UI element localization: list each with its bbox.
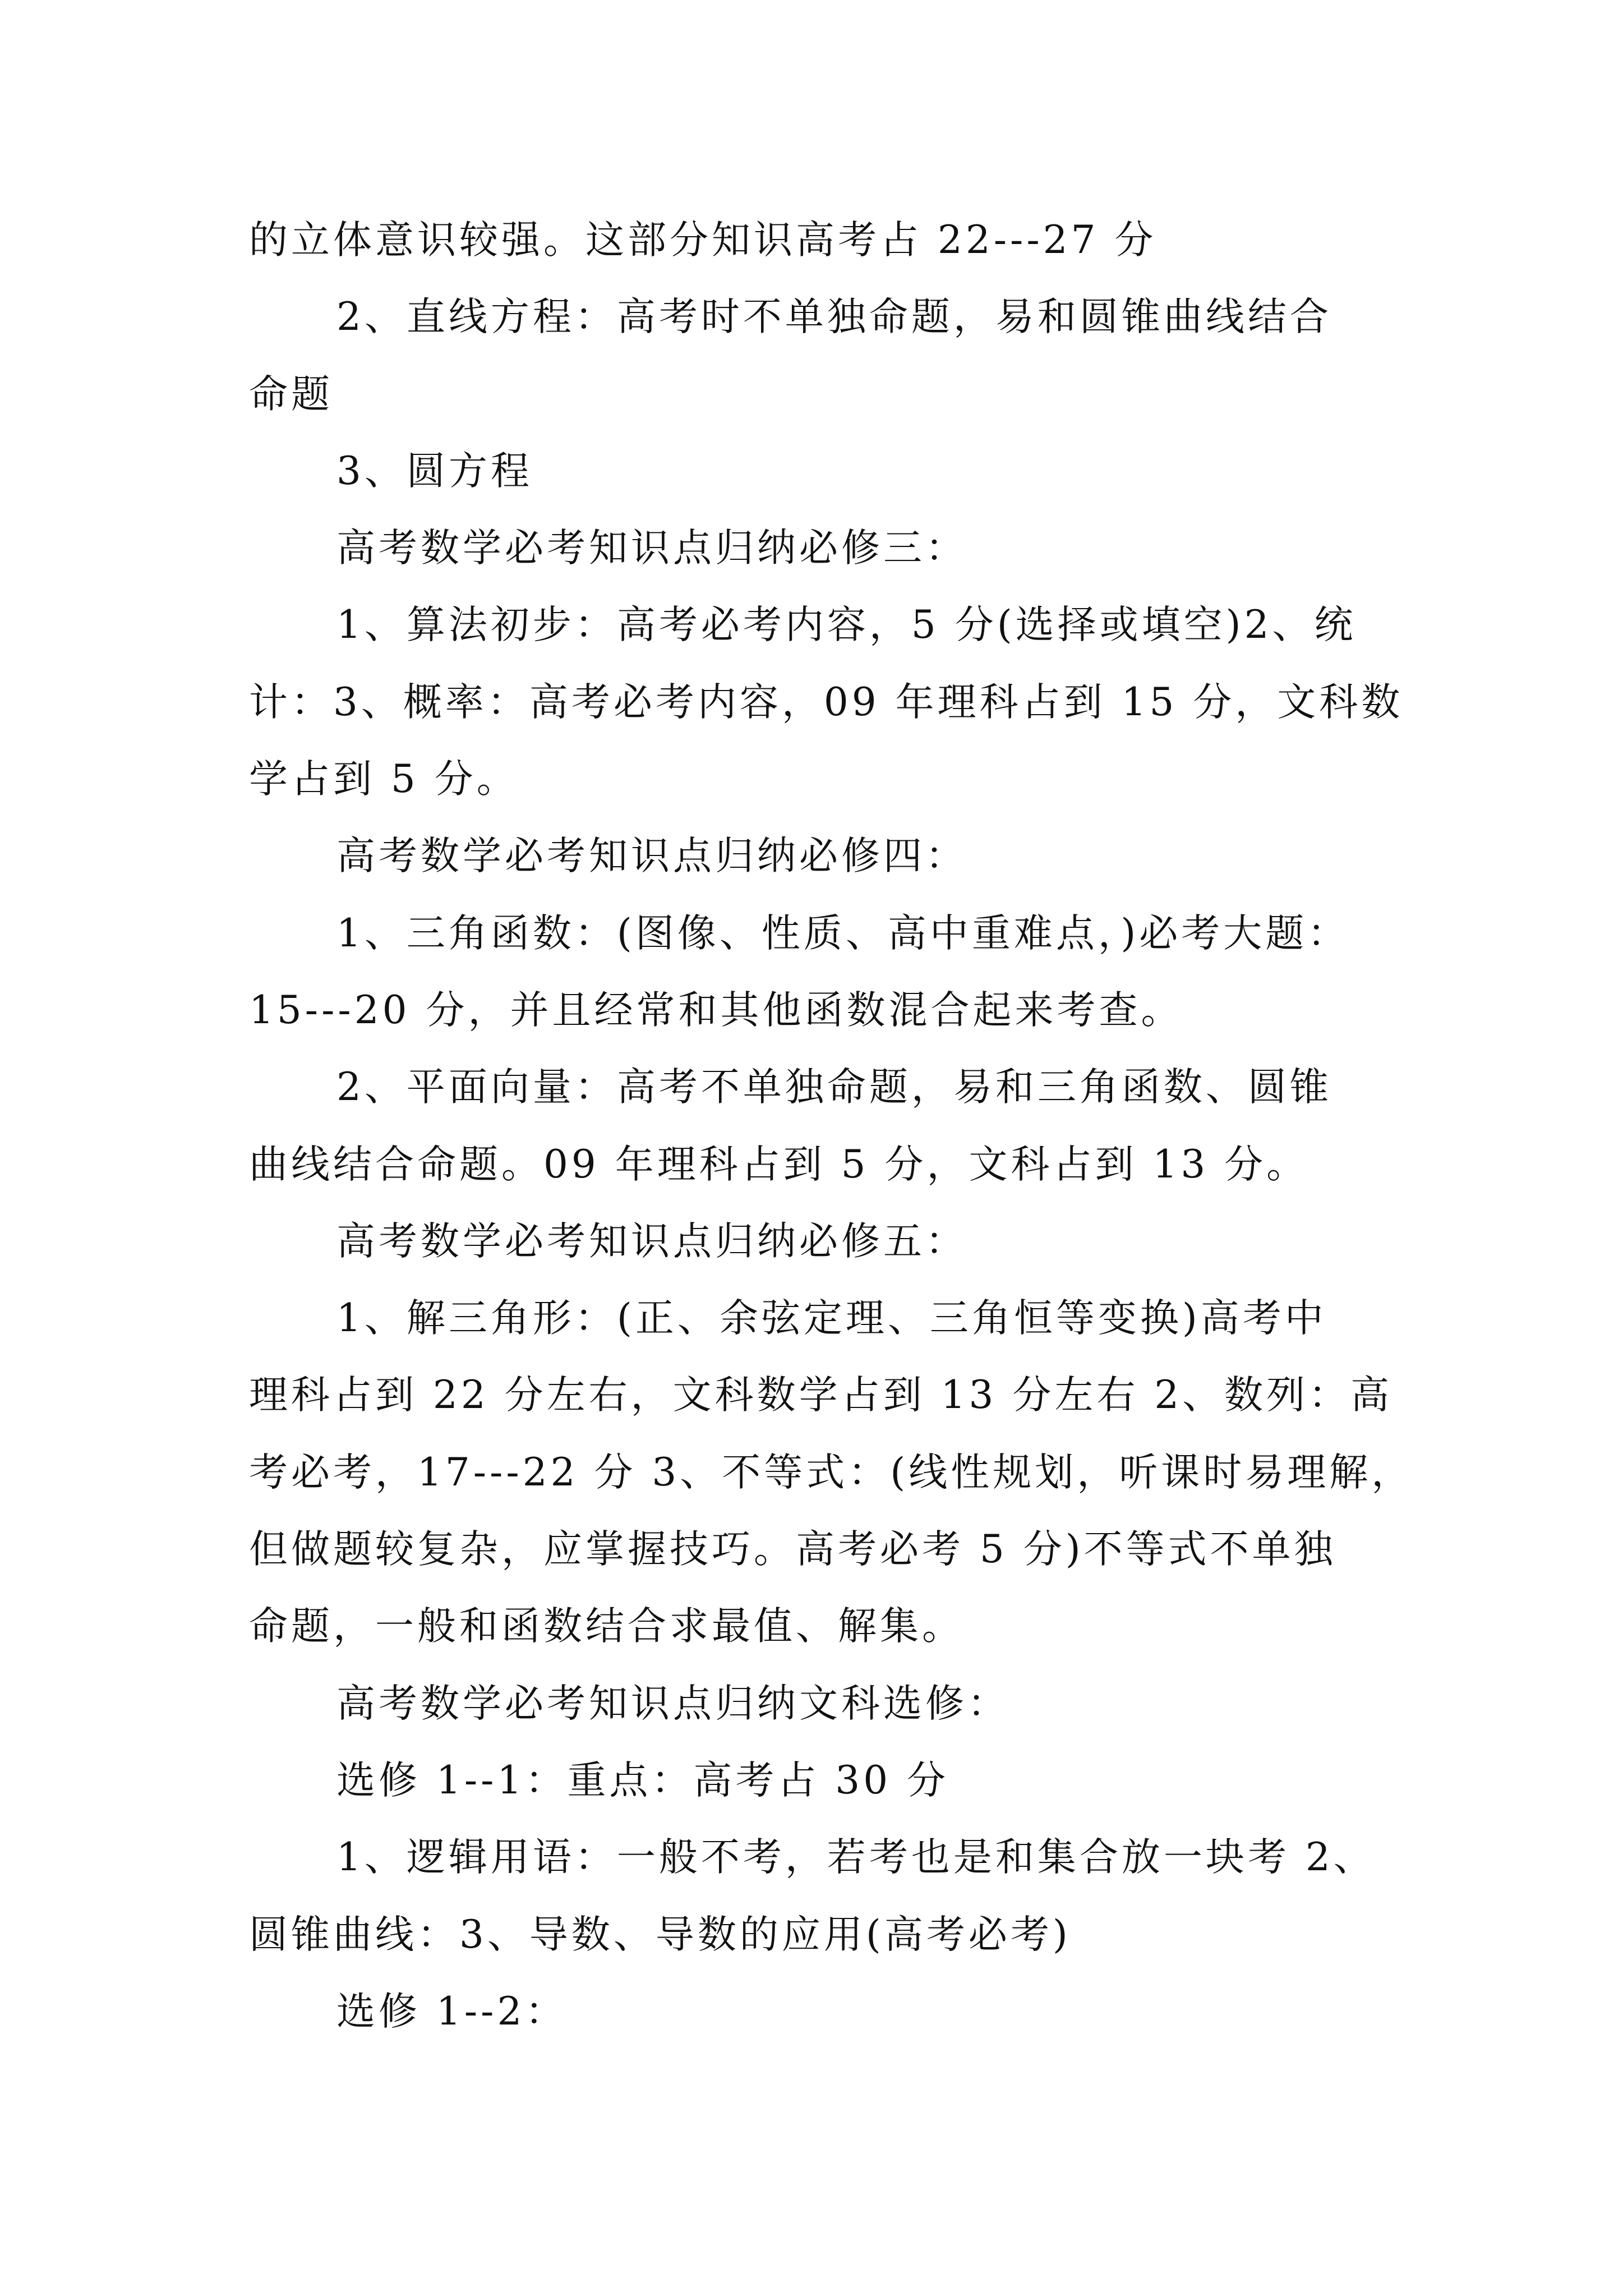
paragraph-line: 1、三角函数：(图像、性质、高中重难点，)必考大题：	[336, 910, 1350, 956]
paragraph-line: 命题，一般和函数结合求最值、解集。	[249, 1604, 964, 1649]
paragraph-line: 曲线结合命题。09 年理科占到 5 分，文科占到 13 分。	[249, 1142, 1309, 1187]
section-heading: 高考数学必考知识点归纳必修四：	[336, 834, 967, 879]
paragraph-line: 的立体意识较强。这部分知识高考占 22---27 分	[249, 218, 1157, 263]
paragraph-line: 3、圆方程	[336, 448, 533, 494]
paragraph-line: 1、解三角形：(正、余弦定理、三角恒等变换)高考中	[336, 1296, 1327, 1341]
paragraph-line: 1、算法初步：高考必考内容，5 分(选择或填空)2、统	[336, 602, 1357, 648]
paragraph-line: 15---20 分，并且经常和其他函数混合起来考查。	[249, 987, 1183, 1033]
section-heading: 高考数学必考知识点归纳文科选修：	[336, 1681, 1009, 1726]
paragraph-line: 1、逻辑用语：一般不考，若考也是和集合放一块考 2、	[336, 1835, 1376, 1880]
paragraph-line: 但做题较复杂，应掌握技巧。高考必考 5 分)不等式不单独	[249, 1527, 1336, 1572]
paragraph-line: 2、直线方程：高考时不单独命题，易和圆锥曲线结合	[336, 295, 1332, 340]
section-heading: 高考数学必考知识点归纳必修三：	[336, 526, 967, 571]
paragraph-line: 计：3、概率：高考必考内容，09 年理科占到 15 分，文科数	[249, 679, 1404, 725]
paragraph-line: 学占到 5 分。	[249, 757, 519, 802]
paragraph-line: 考必考，17---22 分 3、不等式：(线性规划，听课时易理解，	[249, 1450, 1414, 1495]
paragraph-line: 圆锥曲线：3、导数、导数的应用(高考必考)	[249, 1912, 1071, 1957]
paragraph-line: 命题	[249, 371, 333, 417]
paragraph-line: 2、平面向量：高考不单独命题，易和三角函数、圆锥	[336, 1065, 1332, 1110]
section-heading: 高考数学必考知识点归纳必修五：	[336, 1218, 967, 1264]
paragraph-line: 选修 1--1：重点：高考占 30 分	[336, 1757, 949, 1803]
paragraph-line: 理科占到 22 分左右，文科数学占到 13 分左右 2、数列：高	[249, 1373, 1393, 1418]
document-body	[249, 202, 1414, 2050]
paragraph-line: 选修 1--2：	[336, 1989, 568, 2034]
